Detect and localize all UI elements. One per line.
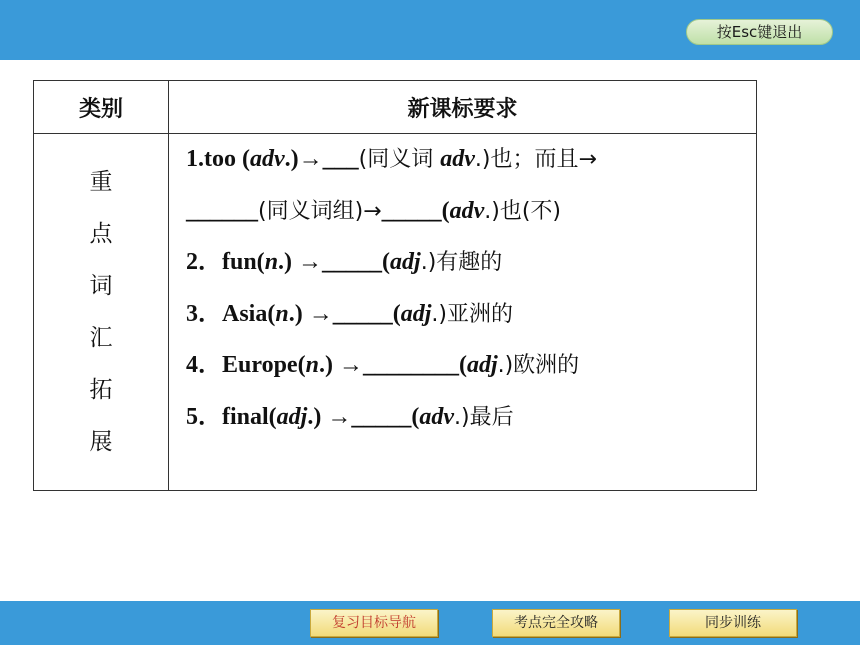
pos-label: adj [390, 249, 421, 275]
line-text: .) → [278, 249, 323, 275]
answer-blank[interactable]: ________ [362, 352, 459, 378]
vocab-line-europe [186, 340, 756, 392]
line-text: .)也；而且→ [474, 147, 597, 172]
pos-label: adj [400, 300, 432, 327]
category-char: 拓 [89, 377, 113, 403]
line-text: .)有趣的 [420, 250, 503, 275]
category-cell [34, 134, 169, 491]
requirement-header: 新课标要求 [169, 81, 757, 134]
line-text: 2．fun( [186, 249, 265, 275]
pos-label: adv [249, 146, 285, 172]
answer-blank[interactable]: ___ [322, 146, 359, 172]
line-text: 1.too ( [186, 146, 250, 172]
pos-label: adv [440, 146, 475, 172]
category-char: 点 [89, 221, 113, 247]
line-text: .) → [288, 300, 333, 327]
line-text: ( [392, 300, 401, 327]
line-text: ( [382, 249, 391, 275]
answer-blank[interactable]: _____ [381, 197, 442, 224]
line-text: ( [411, 403, 420, 430]
table-row [34, 134, 757, 491]
key-points-button[interactable]: 考点完全攻略 [492, 609, 620, 637]
table-header-row [34, 81, 757, 134]
category-char: 汇 [89, 325, 113, 351]
review-goals-button[interactable]: 复习目标导航 [310, 609, 438, 637]
category-header: 类别 [34, 81, 169, 134]
line-text: ( [458, 352, 467, 378]
line-text: .)也(不) [484, 198, 562, 224]
line-text: ( [358, 147, 368, 172]
pos-label: adv [419, 403, 454, 430]
practice-button[interactable]: 同步训练 [669, 609, 797, 637]
vocab-line-too-cont [186, 186, 756, 238]
pos-label: adv [449, 197, 485, 224]
line-text: .)亚洲的 [431, 301, 513, 327]
line-text: .)欧洲的 [497, 353, 580, 378]
pos-label: n [305, 352, 319, 378]
vocab-line-asia [186, 289, 756, 341]
line-text: .)最后 [454, 404, 514, 430]
line-text: 4．Europe( [186, 352, 306, 378]
pos-label: adj [466, 352, 498, 378]
pos-label: n [275, 300, 289, 327]
vocab-line-final [186, 392, 756, 444]
vocab-line-fun [186, 237, 756, 289]
vocab-table [33, 80, 757, 491]
line-text: 5．final( [186, 403, 277, 430]
line-text: .) → [318, 352, 363, 378]
line-text: .) → [307, 403, 352, 430]
requirement-cell [169, 134, 757, 491]
exit-button[interactable]: 按Esc键退出 [686, 19, 833, 45]
line-text: 3．Asia( [186, 300, 276, 327]
pos-label: adj [276, 403, 308, 430]
category-char: 展 [89, 429, 113, 455]
pos-label: n [264, 249, 279, 275]
category-label [34, 134, 168, 468]
vocab-line-too [186, 134, 756, 186]
line-text: 同义词 [367, 147, 441, 172]
answer-blank[interactable]: _____ [351, 403, 412, 430]
line-text: (同义词组)→ [258, 198, 382, 224]
category-char: 词 [89, 273, 113, 299]
category-char: 重 [89, 169, 113, 195]
line-text: .)→ [284, 146, 323, 172]
line-text: ( [441, 197, 450, 224]
answer-blank[interactable]: _____ [332, 300, 393, 327]
answer-blank[interactable]: _____ [322, 249, 383, 275]
answer-blank[interactable]: ______ [186, 197, 258, 224]
